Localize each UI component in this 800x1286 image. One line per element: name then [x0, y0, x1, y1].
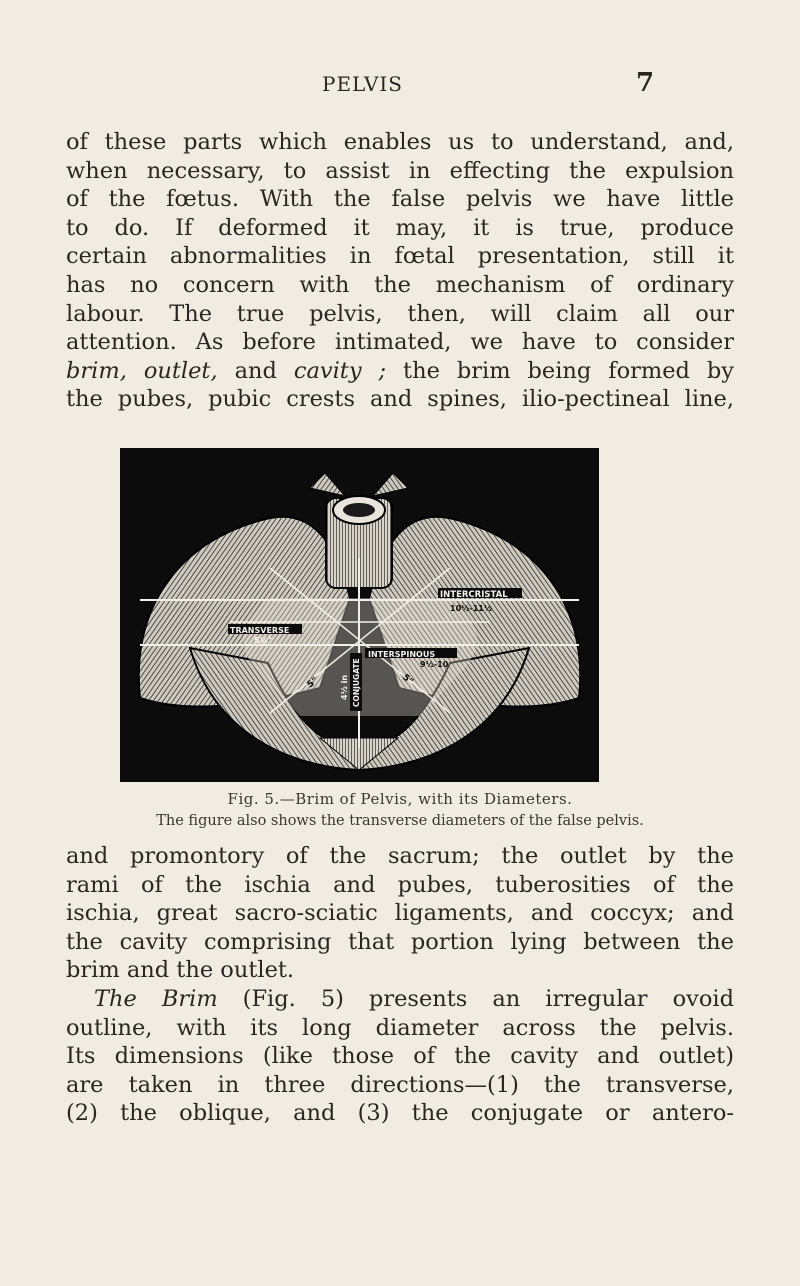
italic-term-the-brim: The Brim [94, 986, 218, 1012]
oblique-right-value: 5" [400, 672, 415, 688]
text-line-mixed [66, 357, 734, 386]
text-line: labour. The true pelvis, then, will claim all our [66, 300, 734, 327]
figure-caption: Fig. 5.—Brim of Pelvis, with its Diameters. [227, 790, 573, 808]
text-line: the pubes, pubic crests and spines, ilio-pectineal line, [66, 386, 734, 413]
interspinous-value: 9½-10 [420, 660, 449, 669]
text-line: ischia, great sacro-sciatic ligaments, and coccyx; and [66, 900, 734, 927]
text-line: of the fœtus. With the false pelvis we have little [66, 186, 734, 213]
text-line: has no concern with the mechanism of ordinary [66, 272, 734, 298]
figure-caption-note: The figure also shows the transverse diameters of the false pelvis. [156, 813, 644, 829]
text-line: certain abnormalities in fœtal presentation, still it [66, 243, 734, 270]
intercristal-label: INTERCRISTAL [440, 590, 508, 600]
italic-term-outlet: outlet, [143, 357, 218, 384]
text-fragment: (Fig. 5) presents an irregular ovoid [242, 986, 734, 1012]
pelvis-brim-figure [120, 448, 599, 782]
text-line-mixed [66, 985, 734, 1014]
transverse-value: 5¼" [254, 636, 273, 645]
page-number: 7 [636, 68, 655, 98]
transverse-label: TRANSVERSE [230, 626, 290, 635]
text-fragment: and [234, 357, 277, 384]
pelvis-illustration [120, 448, 599, 782]
text-line: and promontory of the sacrum; the outlet by the [66, 843, 734, 869]
text-line: are taken in three directions—(1) the transverse, [66, 1071, 734, 1098]
text-fragment: the brim being formed by [403, 357, 735, 384]
text-line: attention. As before intimated, we have to consider [66, 329, 734, 356]
oblique-left-value: 5" [305, 675, 321, 691]
conjugate-value: 4½ in [340, 674, 349, 700]
interspinous-label: INTERSPINOUS [368, 650, 436, 659]
conjugate-label: CONJUGATE [352, 658, 361, 707]
italic-term-cavity: cavity ; [293, 357, 387, 384]
text-line: to do. If deformed it may, it is true, produce [66, 214, 734, 241]
text-line: when necessary, to assist in effecting the expulsion [66, 157, 734, 184]
italic-term-brim: brim, [66, 357, 127, 384]
text-line: of these parts which enables us to understand, and, [66, 129, 734, 155]
running-head [0, 68, 800, 102]
text-line: (2) the oblique, and (3) the conjugate or antero- [66, 1100, 734, 1127]
page-title: PELVIS [322, 72, 404, 96]
text-line: rami of the ischia and pubes, tuberosities of the [66, 871, 734, 898]
text-line: Its dimensions (like those of the cavity and outlet) [66, 1043, 734, 1070]
text-line: the cavity comprising that portion lying between the [66, 928, 734, 955]
intercristal-value: 10½-11½ [450, 604, 493, 613]
text-line: brim and the outlet. [66, 957, 295, 984]
text-line: outline, with its long diameter across the pelvis. [66, 1014, 734, 1041]
